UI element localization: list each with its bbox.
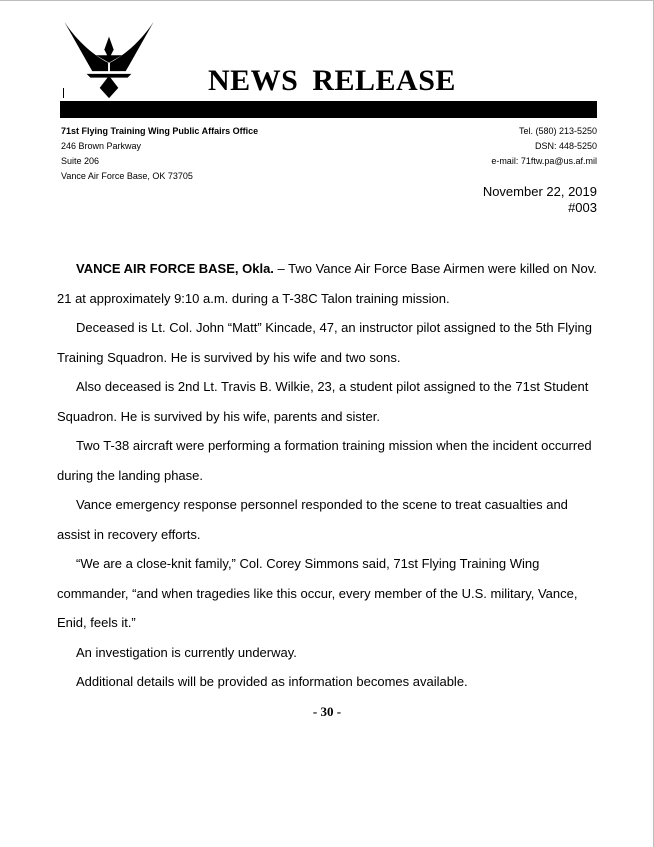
contact-tel: Tel. (580) 213-5250 <box>518 126 597 136</box>
text-cursor <box>63 88 64 98</box>
body-paragraph: Also deceased is 2nd Lt. Travis B. Wilkie, 23, a student pilot assigned to the 71st Student Squadron. He is survived by his wife, parents and sister. <box>57 379 589 424</box>
body-paragraph: Deceased is Lt. Col. John “Matt” Kincade, 47, an instructor pilot assigned to the 5th Flying Training Squadron. He is survived by his wife and two sons. <box>57 320 592 365</box>
office-city: Vance Air Force Base, OK 73705 <box>61 171 193 181</box>
office-address-block <box>61 124 258 184</box>
body-paragraph: “We are a close-knit family,” Col. Corey Simmons said, 71st Flying Training Wing commander, “and when tragedies like this occur, every member of the U.S. military, Vance, Enid, feels it.” <box>57 556 578 630</box>
header-divider-bar <box>60 101 597 118</box>
contact-email: e-mail: 71ftw.pa@us.af.mil <box>491 156 597 166</box>
release-number: #003 <box>568 200 597 215</box>
office-organization: 71st Flying Training Wing Public Affairs Office <box>61 126 259 136</box>
page-title: NEWS RELEASE <box>208 64 456 97</box>
dateline: VANCE AIR FORCE BASE, Okla. <box>76 261 274 276</box>
body-paragraph: Two T-38 aircraft were performing a formation training mission when the incident occurred during the landing phase. <box>57 438 592 483</box>
office-suite: Suite 206 <box>61 156 100 166</box>
contact-block <box>491 124 597 169</box>
body-paragraph: Additional details will be provided as information becomes available. <box>76 674 468 689</box>
contact-dsn: DSN: 448-5250 <box>534 141 597 151</box>
release-info <box>483 184 597 216</box>
lead-text: – Two Vance Air Force Base Airmen were killed on Nov. 21 at approximately 9:10 a.m. during a T-38C Talon training mission. <box>57 261 597 306</box>
page-border-top <box>0 0 654 1</box>
air-force-symbol-icon <box>62 18 156 100</box>
article-body <box>57 254 602 697</box>
body-paragraph: An investigation is currently underway. <box>76 644 297 660</box>
lead-paragraph <box>57 254 602 313</box>
body-paragraph: Vance emergency response personnel responded to the scene to treat casualties and assist in recovery efforts. <box>57 497 568 542</box>
end-marker: - 30 - <box>312 704 342 719</box>
release-date: November 22, 2019 <box>482 184 597 199</box>
office-street: 246 Brown Parkway <box>61 141 142 151</box>
